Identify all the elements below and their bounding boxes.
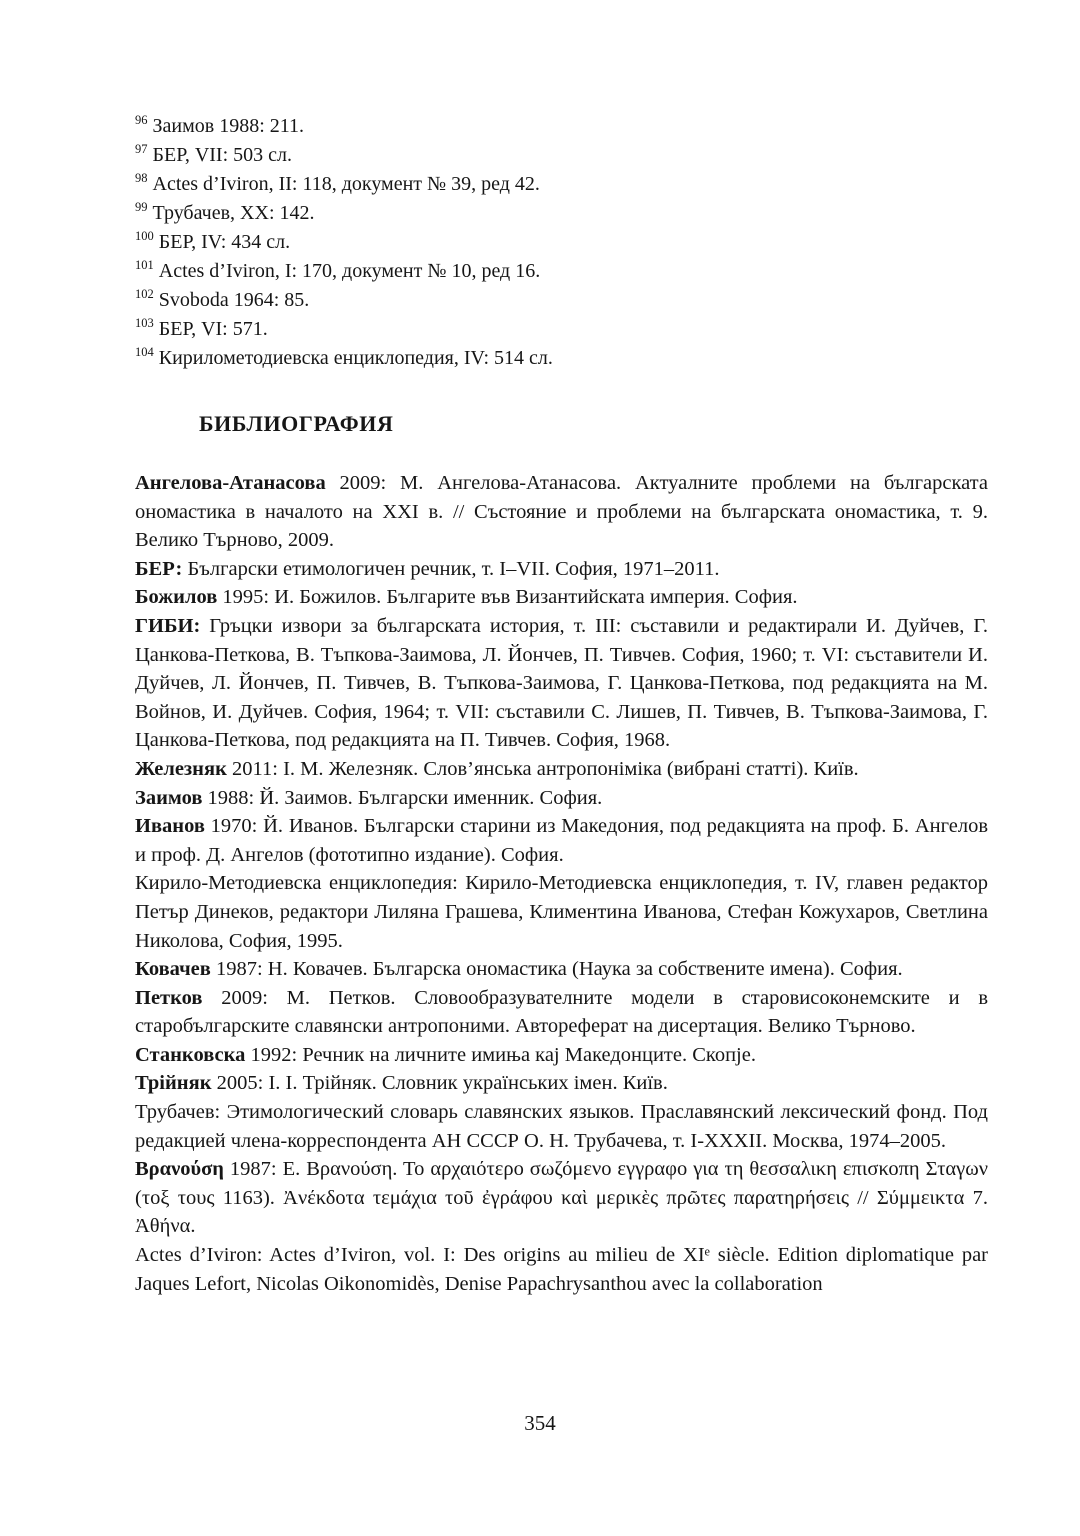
footnote-number: 100: [135, 229, 154, 244]
footnote: [135, 141, 988, 170]
footnote-text: Кирилометодиевска енциклопедия, IV: 514 сл.: [158, 347, 553, 369]
entry-text: Actes d’Iviron: Actes d’Iviron, vol. I: Des origins au milieu de XIᵉ siècle. Edition diplomatique par Jaques Lefort, Nicolas Oikonomidès, Denise Papachrysanthou avec la collaboration: [135, 1244, 988, 1295]
bibliography-entry: [135, 1098, 988, 1155]
entry-headword: Βρανούση: [135, 1158, 224, 1181]
bibliography-entry: [135, 869, 988, 955]
footnote: [135, 112, 988, 141]
footnote: [135, 286, 988, 315]
bibliography-entry: [135, 784, 988, 813]
bibliography-entry: [135, 1155, 988, 1241]
entry-text: 1987: Н. Ковачев. Българска ономастика (Наука за собствените имена). София.: [210, 958, 903, 981]
entry-headword: БЕР:: [135, 557, 183, 580]
entry-headword: Железняк: [135, 757, 227, 780]
footnote-number: 104: [135, 345, 154, 360]
entry-text: 2009: М. Петков. Словообразувателните модели в старовисоконемските и в старобългарските славянски антропоними. Автореферат на дисертация. Велико Търново.: [135, 986, 988, 1038]
entry-headword: Трійняк: [135, 1072, 212, 1095]
entry-headword: Божилов: [135, 586, 218, 609]
footnote-number: 97: [135, 142, 148, 157]
footnote: [135, 315, 988, 344]
bibliography-entry: [135, 1041, 988, 1070]
footnote-text: БЕР, VI: 571.: [158, 318, 268, 340]
entry-text: Гръцки извори за българската история, т. III: съставили и редактирали И. Дуйчев, Г. Цанкова-Петкова, В. Тъпкова-Заимова, Л. Йончев, П. Тивчев. София, 1960; т. VI: съставители И. Дуйчев, Л. Йончев, П. Тивчев, В. Тъпкова-Заимова, Г. Цанкова-Петкова, под редакцията на М. Войнов, И. Дуйчев. София, 1964; т. VII: съставили С. Лишев, П. Тивчев, В. Тъпкова-Заимова, Г. Цанкова-Петкова, под редакцията на П. Тивчев. София, 1968.: [135, 614, 988, 752]
footnote-text: БЕР, IV: 434 сл.: [158, 231, 291, 253]
footnotes-section: [135, 112, 988, 373]
bibliography-entry: [135, 612, 988, 755]
entry-text: 1988: Й. Заимов. Български именник. София.: [202, 786, 603, 809]
entry-text: 1995: И. Божилов. Българите във Византийската империя. София.: [217, 586, 798, 609]
footnote: [135, 228, 988, 257]
entry-text: 2005: І. І. Трійняк. Словник українських імен. Київ.: [211, 1072, 668, 1095]
bibliography-entry: [135, 755, 988, 784]
entry-text: 1987: Ε. Βρανούση. Το αρχαιότερο σωζόμενο εγγραφο για τη θεσσαλικη επισκοπη Σταγων (τοξ τους 1163). Ἀνέκδοτα τεμάχια τοῦ ἐγράφου καὶ μερικὲς πρῶτες παρατηρήσεις // Σύμμεικτα 7. Ἀθήνα.: [135, 1158, 988, 1238]
entry-headword: Иванов: [135, 815, 205, 838]
footnote-text: Actes d’Iviron, I: 170, документ № 10, ред 16.: [158, 260, 541, 282]
footnote-text: Трубачев, XX: 142.: [152, 202, 315, 224]
bibliography-entry: [135, 1069, 988, 1098]
footnote-number: 96: [135, 113, 148, 128]
bibliography-section: [135, 469, 988, 1298]
entry-text: 2009: М. Ангелова-Атанасова. Актуалните проблеми на българската ономастика в началото на XXI в. // Състояние и проблеми на българската ономастика, т. 9. Велико Търново, 2009.: [135, 472, 988, 552]
bibliography-entry: [135, 955, 988, 984]
footnote-text: Actes d’Iviron, II: 118, документ № 39, ред 42.: [152, 173, 540, 195]
footnote-text: Svoboda 1964: 85.: [158, 289, 310, 311]
entry-headword: Ангелова-Атанасова: [135, 472, 326, 494]
footnote-text: Заимов 1988: 211.: [152, 115, 305, 137]
entry-headword: Петков: [135, 986, 203, 1009]
footnote-number: 99: [135, 200, 148, 215]
footnote-text: БЕР, VII: 503 сл.: [152, 144, 293, 166]
bibliography-entry: [135, 984, 988, 1041]
footnote-number: 98: [135, 171, 148, 186]
entry-text: 1970: Й. Иванов. Български старини из Македония, под редакцията на проф. Б. Ангелов и проф. Д. Ангелов (фототипно издание). София.: [135, 815, 988, 866]
page-number: 354: [524, 1411, 556, 1435]
footnote-number: 103: [135, 316, 154, 331]
footnote: [135, 199, 988, 228]
entry-text: Български етимологичен речник, т. I–VII. София, 1971–2011.: [182, 557, 720, 580]
entry-headword: ГИБИ:: [135, 614, 201, 637]
entry-headword: Станковска: [135, 1043, 246, 1066]
entry-headword: Ковачев: [135, 958, 211, 981]
bibliography-heading: БИБЛИОГРАФИЯ: [199, 411, 394, 436]
bibliography-entry: [135, 812, 988, 869]
entry-text: Трубачев: Этимологический словарь славянских языков. Праславянский лексический фонд. Под редакцией члена-корреспондента АН СССР О. Н. Трубачева, т. I-XXXII. Москва, 1974–2005.: [135, 1101, 988, 1152]
footnote: [135, 170, 988, 199]
bibliography-entry: [135, 583, 988, 612]
entry-text: Кирило-Методиевска енциклопедия: Кирило-Методиевска енциклопедия, т. IV, главен редактор Петър Динеков, редактори Лиляна Грашева, Климентина Иванова, Стефан Кожухаров, Светлина Николова, София, 1995.: [135, 872, 988, 952]
bibliography-entry: [135, 555, 988, 584]
footnote: [135, 257, 988, 286]
footnote: [135, 344, 988, 373]
bibliography-entry: [135, 1241, 988, 1298]
entry-headword: Заимов: [135, 786, 203, 809]
entry-text: 2011: І. М. Железняк. Слов’янська антропоніміка (вибрані статті). Київ.: [226, 757, 859, 780]
footnote-number: 101: [135, 258, 154, 273]
entry-text: 1992: Речник на личните имиња кај Македонците. Скопје.: [245, 1043, 756, 1066]
bibliography-entry: [135, 469, 988, 555]
footnote-number: 102: [135, 287, 154, 302]
